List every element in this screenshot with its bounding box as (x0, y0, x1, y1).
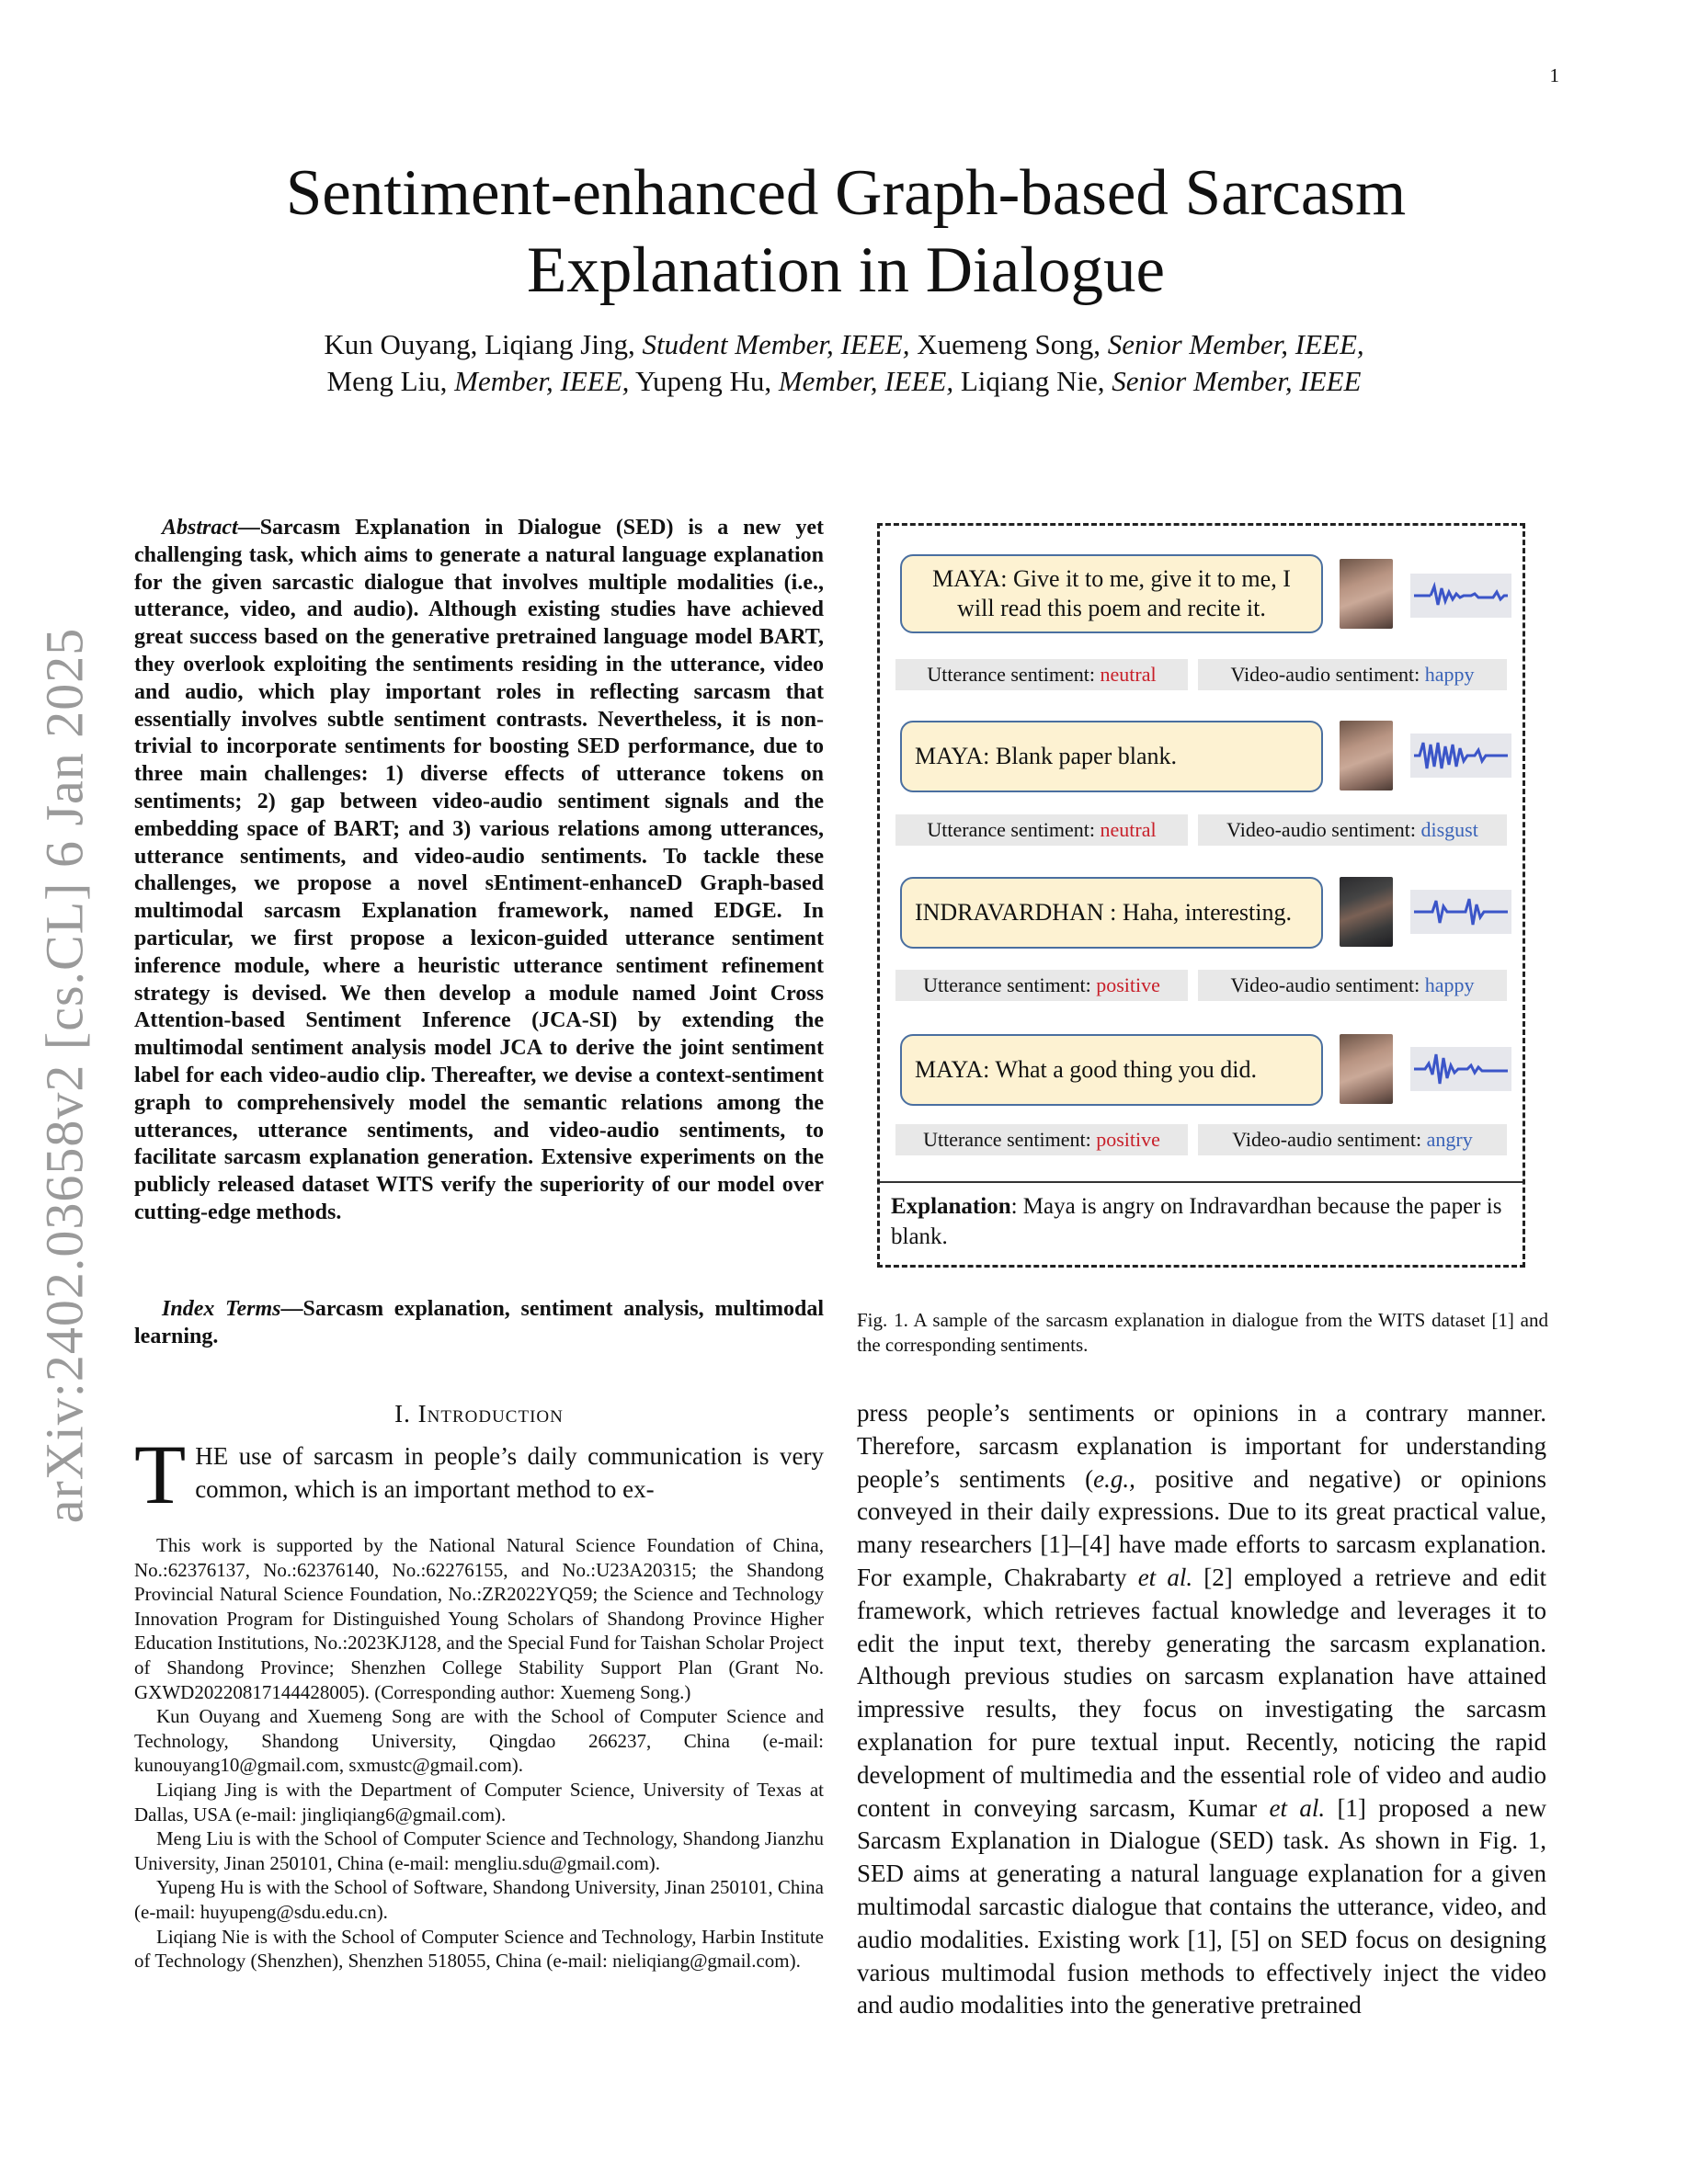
author-role: Member, IEEE, (778, 365, 954, 397)
utterance-bubble (900, 1034, 1323, 1106)
utterance-text: MAYA: Give it to me, give it to me, I will read this poem and recite it. (932, 565, 1291, 621)
abstract (134, 515, 824, 1227)
author-names: Xuemeng Song, (909, 328, 1108, 360)
author-role: Senior Member, IEEE (1112, 365, 1362, 397)
speaker-video-frame (1340, 559, 1393, 629)
drop-cap: T (134, 1428, 187, 1521)
author-role: Member, IEEE, (454, 365, 630, 397)
sentiment-value: disgust (1420, 818, 1478, 841)
footnote: Kun Ouyang and Xuemeng Song are with the School of Computer Science and Technology, Shandong University, Qingdao 266237, China (e-mail: kunouyang10@gmail.com, sxmustc@gmail.com). (134, 1705, 824, 1777)
footnote: Meng Liu is with the School of Computer Science and Technology, Shandong Jianzhu University, Jinan 250101, China (e-mail: mengliu.sdu@gmail.com). (134, 1827, 824, 1874)
utterance-sentiment (895, 1124, 1188, 1155)
video-audio-sentiment (1198, 970, 1507, 1001)
utterance-bubble (900, 554, 1323, 633)
utterance-sentiment (895, 970, 1188, 1001)
arxiv-side-stamp (28, 607, 101, 1544)
sentiment-label: Utterance sentiment: (927, 663, 1101, 686)
speaker-video-frame (1340, 721, 1393, 791)
figure-explanation (891, 1191, 1516, 1252)
arxiv-identifier: arXiv:2402.03658v2 [cs.CL] 6 Jan 2025 (34, 627, 95, 1524)
index-terms (134, 1296, 824, 1351)
abstract-lead: Abstract (162, 516, 238, 540)
author-names: Liqiang Nie, (953, 365, 1112, 397)
utterance-text: MAYA: Blank paper blank. (915, 743, 1178, 769)
explanation-label: Explanation (891, 1194, 1011, 1219)
sentiment-label: Video-audio sentiment: (1226, 818, 1421, 841)
sentiment-label: Utterance sentiment: (927, 818, 1101, 841)
intro-italic: e.g., (1093, 1464, 1135, 1493)
speaker-video-frame (1340, 877, 1393, 947)
audio-waveform-icon (1410, 574, 1511, 618)
paper-title: Sentiment-enhanced Graph-based Sarcasm Explanation in Dialogue (285, 157, 1407, 306)
author-names: Yupeng Hu, (629, 365, 779, 397)
intro-text: press people’s sentiments or opinions in a contrary manner. Therefore, sarcasm explanation is important for understanding people’s sentiments ( (857, 1399, 1546, 1493)
author-line-2 (165, 363, 1523, 400)
abstract-text: —Sarcasm Explanation in Dialogue (SED) is a new yet challenging task, which aims to generate a natural language explanation for the given sarcastic dialogue that involves multiple modalities (i.e., utterance, video, and audio). Although existing studies have achieved great success based on the generative pretrained language model BART, they overlook exploiting the sentiments residing in the utterance, video and audio, which play important roles in reflecting sarcasm that essentially involves subtle sentiment contrasts. Nevertheless, it is non-trivial to incorporate sentiments for boosting SED performance, due to three main challenges: 1) diverse effects of utterance tokens on sentiments; 2) gap between video-audio sentiment signals and the embedding space of BART; and 3) various relations among utterances, utterance sentiments, and video-audio sentiments. To tackle these challenges, we propose a novel sEntiment-enhanceD Graph-based multimodal sarcasm Explanation framework, named EDGE. In particular, we first propose a lexicon-guided utterance sentiment inference module, where a heuristic utterance sentiment refinement strategy is devised. We then develop a module named Joint Cross Attention-based Sentiment Inference (JCA-SI) by extending the multimodal sentiment analysis model JCA to derive the joint sentiment label for each video-audio clip. Thereafter, we devise a context-sentiment graph to comprehensively model the semantic relations among the utterances, utterance sentiments, and video-audio sentiments, to facilitate sarcasm explanation generation. Extensive experiments on the publicly released dataset WITS verify the superiority of our model over cutting-edge methods. (134, 516, 824, 1224)
author-names: Meng Liu, (326, 365, 455, 397)
intro-italic: et al. (1137, 1563, 1193, 1591)
speaker-video-frame (1340, 1034, 1393, 1104)
section-number: I. (394, 1400, 411, 1428)
intro-text-left: HE use of sarcasm in people’s daily communication is very common, which is an important method to ex- (195, 1442, 824, 1503)
footnote: Liqiang Jing is with the Department of Computer Science, University of Texas at Dallas, USA (e-mail: jingliqiang6@gmail.com). (134, 1778, 824, 1826)
utterance-bubble (900, 721, 1323, 792)
utterance-sentiment (895, 659, 1188, 690)
explanation-text: : Maya is angry on Indravardhan because the paper is blank. (891, 1194, 1502, 1249)
intro-italic: et al. (1269, 1793, 1326, 1822)
sentiment-label: Utterance sentiment: (923, 973, 1097, 996)
figure-caption: Fig. 1. A sample of the sarcasm explanation in dialogue from the WITS dataset [1] and the corresponding sentiments. (857, 1309, 1548, 1356)
index-terms-lead: Index Terms (162, 1297, 281, 1321)
video-audio-sentiment (1198, 814, 1507, 846)
page-number: 1 (1549, 64, 1559, 86)
utterance-text: MAYA: What a good thing you did. (915, 1056, 1257, 1083)
audio-waveform-icon (1410, 1047, 1511, 1091)
figure-divider (880, 1181, 1523, 1183)
utterance-text: INDRAVARDHAN : Haha, interesting. (915, 899, 1292, 926)
sentiment-label: Video-audio sentiment: (1230, 663, 1425, 686)
video-audio-sentiment (1198, 1124, 1507, 1155)
audio-waveform-icon (1410, 734, 1511, 778)
footnotes (134, 1533, 824, 1974)
intro-paragraph-right (857, 1397, 1546, 2022)
figure-1 (877, 523, 1525, 1268)
author-role: Senior Member, IEEE, (1107, 328, 1364, 360)
utterance-bubble (900, 877, 1323, 949)
author-role: Student Member, IEEE, (642, 328, 910, 360)
intro-paragraph-left (134, 1428, 824, 1521)
sentiment-label: Utterance sentiment: (923, 1128, 1097, 1151)
video-audio-sentiment (1198, 659, 1507, 690)
intro-text: positive and negative) or opinions conveyed in their daily expressions. Due to its great practical value, many researchers [1]–[4] have made efforts to sarcasm explanation. For example, Chakrabarty (857, 1464, 1546, 1591)
sentiment-label: Video-audio sentiment: (1230, 973, 1425, 996)
footnote: This work is supported by the National Natural Science Foundation of China, No.:62376137, No.:62376140, No.:62276155, and No.:U23A20315; the Shandong Provincial Natural Science Foundation, No.:ZR2022YQ59; the Science and Technology Innovation Program for Distinguished Young Scholars of Shandong Province Higher Education Institutions, No.:2023KJ128, and the Special Fund for Taishan Scholar Project of Shandong Province; Shenzhen College Stability Support Plan (Grant No. GXWD20220817144428005). (Corresponding author: Xuemeng Song.) (134, 1534, 824, 1703)
sentiment-label: Video-audio sentiment: (1232, 1128, 1427, 1151)
author-line-1 (165, 326, 1523, 363)
section-title: Introduction (417, 1400, 564, 1428)
author-names: Kun Ouyang, Liqiang Jing, (324, 328, 643, 360)
sentiment-value: angry (1426, 1128, 1473, 1151)
footnote: Liqiang Nie is with the School of Computer Science and Technology, Harbin Institute of Technology (Shenzhen), Shenzhen 518055, China (e-mail: nieliqiang@gmail.com). (134, 1925, 824, 1973)
sentiment-value: happy (1424, 973, 1475, 996)
sentiment-value: positive (1096, 1128, 1160, 1151)
sentiment-value: neutral (1100, 663, 1157, 686)
section-heading (134, 1400, 824, 1428)
utterance-sentiment (895, 814, 1188, 846)
index-terms-text: —Sarcasm explanation, sentiment analysis, multimodal learning. (134, 1297, 824, 1348)
audio-waveform-icon (1410, 890, 1511, 934)
sentiment-value: neutral (1100, 818, 1157, 841)
intro-text: [1] proposed a new Sarcasm Explanation in Dialogue (SED) task. As shown in Fig. 1, SED aims at generating a natural language explanation for a given multimodal sarcastic dialogue that contains the utterance, video, and audio modalities. Existing work [1], [5] on SED focus on designing various multimodal fusion methods to effectively inject the video and audio modalities into the generative pretrained (857, 1793, 1546, 2019)
sentiment-value: happy (1424, 663, 1475, 686)
sentiment-value: positive (1096, 973, 1160, 996)
intro-text: [2] employed a retrieve and edit framework, which retrieves factual knowledge and leverages it to edit the input text, thereby generating the sarcasm explanation. Although previous studies on sarcasm explanation have attained impressive results, they focus on investigating the sarcasm explanation for pure textual input. Recently, noticing the rapid development of multimedia and the essential role of video and audio content in conveying sarcasm, Kumar (857, 1563, 1546, 1822)
footnote: Yupeng Hu is with the School of Software, Shandong University, Jinan 250101, China (e-mail: huyupeng@sdu.edu.cn). (134, 1876, 824, 1923)
